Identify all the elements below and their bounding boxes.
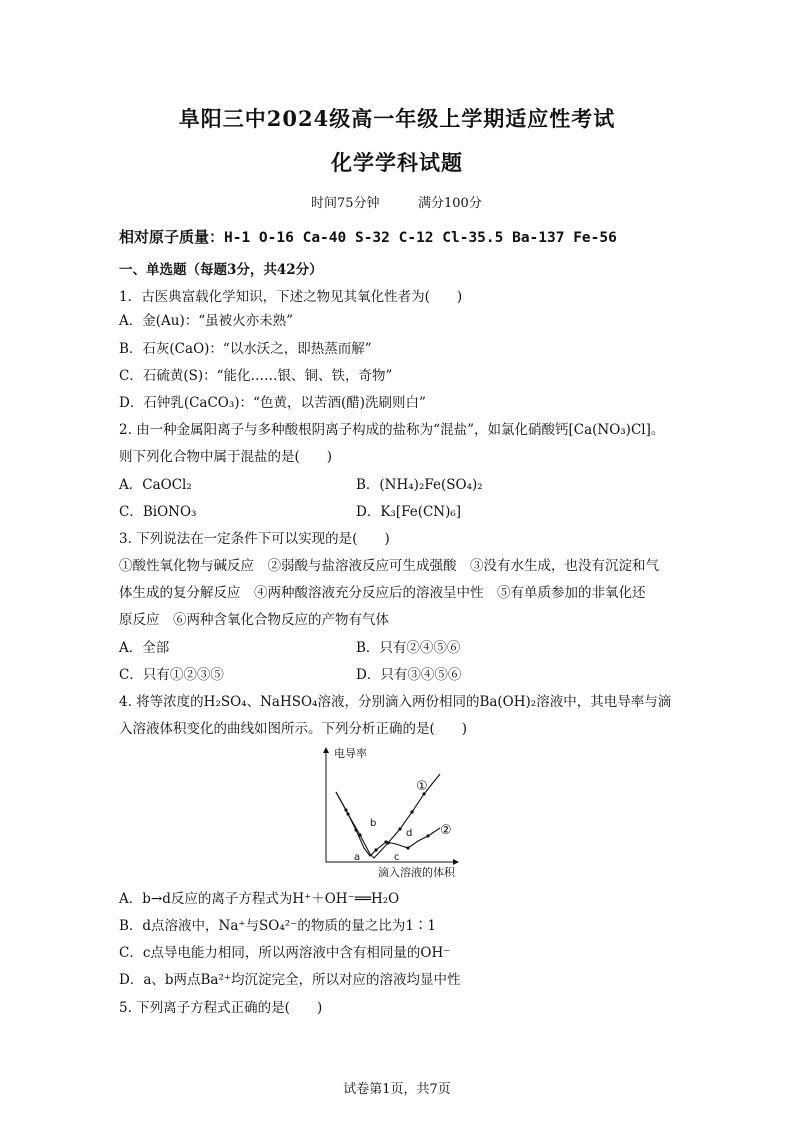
q2-stem-line1: 2. 由一种金属阳离子与多种酸根阴离子构成的盐称为“混盐”，如氯化硝酸钙[Ca(NO₃)Cl]。 [119, 422, 665, 438]
curve-2-points [344, 808, 429, 851]
q4-option-a: A．b→d反应的离子方程式为H⁺＋OH⁻══H₂O [119, 891, 400, 907]
q3-statements-line2: 体生成的复分解反应 ④两种酸溶液充分反应后的溶液呈中性 ⑤有单质参加的非氧化还 [119, 585, 646, 601]
q2-option-d: D．K₃[Fe(CN)₆] [356, 504, 462, 520]
exam-time: 时间75分钟 [311, 196, 380, 211]
q4-option-b: B．d点溶液中，Na⁺与SO₄²⁻的物质的量之比为1∶1 [119, 918, 436, 934]
section-heading: 一、单选题（每题3分，共42分） [119, 262, 323, 278]
q1-option-a: A．金(Au)：“虽被火亦未熟” [119, 313, 294, 329]
q2-option-c: C．BiONO₃ [119, 504, 197, 520]
q4-option-d: D．a、b两点Ba²⁺均沉淀完全，所以对应的溶液均显中性 [119, 972, 461, 988]
series-2-label: ② [440, 823, 452, 838]
q1-option-b: B．石灰(CaO)：“以水沃之，即热蒸而解” [119, 341, 372, 357]
atomic-mass-line [119, 226, 617, 247]
q5-stem: 5. 下列离子方程式正确的是( ) [119, 1000, 323, 1016]
conductivity-chart [318, 744, 468, 880]
series-1-label: ① [416, 779, 428, 794]
q3-stem: 3. 下列说法在一定条件下可以实现的是( ) [119, 531, 390, 547]
q1-option-c: C．石硫黄(S)：“能化……银、铜、铁，奇物” [119, 368, 393, 384]
y-axis-label: 电导率 [334, 747, 367, 760]
point-label-c: c [394, 852, 400, 863]
page-footer: 试卷第1页，共7页 [343, 1082, 451, 1097]
q3-option-d: D．只有③④⑤⑥ [356, 667, 462, 683]
curve-1-points [346, 792, 425, 844]
exam-title: 阜阳三中2024级高一年级上学期适应性考试 [178, 106, 616, 131]
point-label-a: a [354, 852, 361, 863]
q2-stem-line2: 则下列化合物中属于混盐的是( ) [119, 449, 333, 465]
q1-option-d: D．石钟乳(CaCO₃)：“色黄，以苦酒(醋)洗刷则白” [119, 395, 426, 411]
q3-option-a: A．全部 [119, 640, 170, 656]
atomic-mass-values: H-1 O-16 Ca-40 S-32 C-12 Cl-35.5 Ba-137 Fe-56 [224, 230, 617, 246]
q3-option-b: B．只有②④⑤⑥ [356, 640, 461, 656]
x-axis-label: 滴入溶液的体积 [378, 866, 455, 879]
q1-stem: 1．古医典富载化学知识，下述之物见其氧化性者为( ) [119, 289, 463, 305]
q4-option-c: C．c点导电能力相同，所以两溶液中含有相同量的OH⁻ [119, 945, 451, 961]
atomic-mass-label: 相对原子质量： [119, 228, 225, 246]
q3-option-c: C．只有①②③⑤ [119, 667, 224, 683]
q4-stem-line1: 4. 将等浓度的H₂SO₄、NaHSO₄溶液，分别滴入两份相同的Ba(OH)₂溶液中，其电导率与滴 [119, 694, 672, 710]
exam-score: 满分100分 [418, 196, 482, 211]
curve-2 [336, 792, 440, 856]
point-label-b: b [370, 818, 377, 829]
q3-statements-line1: ①酸性氧化物与碱反应 ②弱酸与盐溶液反应可生成强酸 ③没有水生成，也没有沉淀和气 [119, 558, 659, 574]
q3-statements-line3: 原反应 ⑥两种含氧化合物反应的产物有气体 [119, 612, 389, 628]
q2-option-b: B．(NH₄)₂Fe(SO₄)₂ [356, 477, 483, 493]
exam-subtitle: 化学学科试题 [331, 150, 463, 175]
q2-option-a: A．CaOCl₂ [119, 477, 192, 493]
point-label-d: d [406, 828, 413, 839]
q4-stem-line2: 入溶液体积变化的曲线如图所示。下列分析正确的是( ) [119, 721, 468, 737]
